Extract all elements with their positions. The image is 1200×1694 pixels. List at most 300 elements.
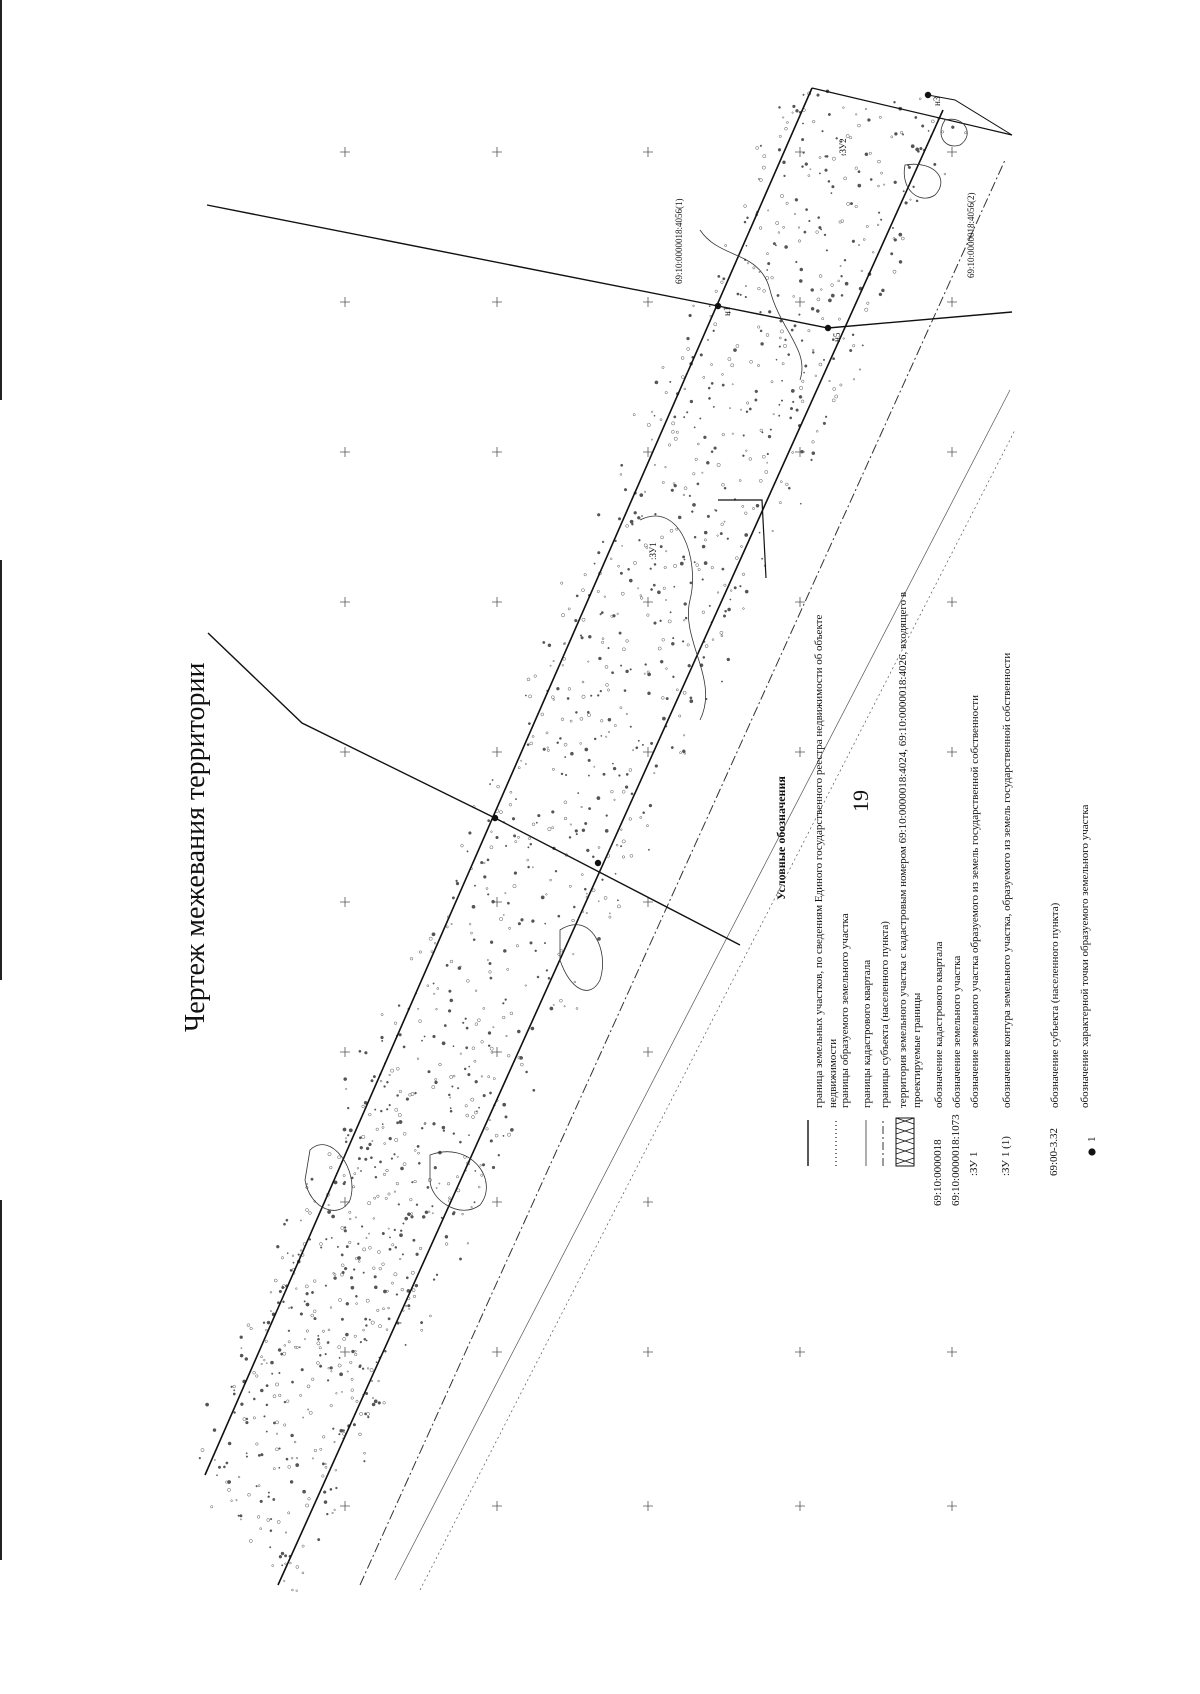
terrain-dot <box>296 1457 298 1459</box>
terrain-dot <box>394 1153 396 1155</box>
terrain-dot <box>462 1213 464 1215</box>
terrain-dot <box>445 1235 448 1238</box>
terrain-dot <box>366 1147 369 1150</box>
terrain-dot <box>616 844 618 846</box>
terrain-dot <box>780 481 782 483</box>
terrain-dot <box>372 1267 375 1270</box>
terrain-dot <box>729 408 730 409</box>
grid-cross <box>643 597 653 607</box>
terrain-contour <box>904 164 941 198</box>
terrain-dot <box>877 224 879 226</box>
terrain-dot <box>564 743 567 746</box>
terrain-dot <box>306 1330 308 1332</box>
terrain-dot <box>822 130 824 132</box>
terrain-dot <box>790 407 793 410</box>
terrain-dot <box>870 178 872 180</box>
terrain-dot <box>339 1433 341 1435</box>
terrain-dot <box>684 603 687 606</box>
terrain-dot <box>825 155 827 157</box>
terrain-dot <box>258 1485 260 1487</box>
grid-cross <box>795 447 805 457</box>
terrain-dot <box>344 1267 347 1270</box>
terrain-dot <box>794 213 795 214</box>
terrain-dot <box>416 1253 419 1256</box>
terrain-dot <box>515 798 516 799</box>
terrain-dot <box>763 290 766 293</box>
terrain-dot <box>483 862 485 864</box>
terrain-dot <box>518 767 520 769</box>
terrain-dot <box>692 503 695 506</box>
terrain-dot <box>728 608 731 611</box>
terrain-dot <box>510 791 512 793</box>
terrain-dot <box>291 1457 293 1459</box>
terrain-dot <box>700 354 703 357</box>
terrain-dot <box>299 1347 300 1348</box>
terrain-dot <box>342 1271 345 1274</box>
terrain-dot <box>358 1157 361 1160</box>
terrain-dot <box>527 859 529 861</box>
terrain-dot <box>290 1562 292 1564</box>
terrain-dot <box>400 1167 403 1170</box>
terrain-dot <box>663 587 666 590</box>
terrain-dot <box>246 1418 248 1420</box>
terrain-dot <box>951 126 954 129</box>
terrain-dot <box>530 742 533 745</box>
terrain-dot <box>637 516 640 519</box>
terrain-dot <box>265 1329 267 1331</box>
terrain-dot <box>451 923 452 924</box>
terrain-dot <box>433 993 435 995</box>
terrain-dot <box>788 353 790 355</box>
terrain-dot <box>291 1434 294 1437</box>
terrain-dot <box>818 217 820 219</box>
terrain-dot <box>288 1465 291 1468</box>
terrain-dot <box>328 1367 330 1369</box>
terrain-dot <box>450 1110 452 1112</box>
terrain-dot <box>436 1187 437 1188</box>
terrain-dot <box>424 1036 425 1037</box>
terrain-dot <box>843 338 845 340</box>
terrain-dot <box>335 1469 337 1471</box>
terrain-dot <box>403 1223 404 1224</box>
terrain-dot <box>654 464 655 465</box>
terrain-dot <box>444 1024 446 1026</box>
terrain-dot <box>816 430 818 432</box>
terrain-dot <box>261 1363 263 1365</box>
terrain-dot <box>820 289 822 291</box>
terrain-dot <box>717 535 719 537</box>
terrain-dot <box>911 145 914 148</box>
terrain-dot <box>822 318 824 320</box>
terrain-dot <box>812 120 815 123</box>
terrain-dot <box>273 1395 276 1398</box>
terrain-dot <box>630 726 632 728</box>
terrain-dot <box>378 1325 381 1328</box>
terrain-dot <box>672 676 674 678</box>
terrain-dot <box>921 125 924 128</box>
terrain-dot <box>548 827 551 830</box>
terrain-dot <box>799 386 802 389</box>
terrain-dot <box>359 1050 361 1052</box>
terrain-dot <box>269 1546 270 1547</box>
terrain-dot <box>618 565 620 567</box>
terrain-dot <box>265 1340 267 1342</box>
terrain-dot <box>628 568 630 570</box>
terrain-dot <box>770 429 772 431</box>
terrain-dot <box>362 1105 365 1108</box>
terrain-dot <box>678 516 681 519</box>
terrain-dot <box>413 1239 416 1242</box>
terrain-dot <box>290 1480 293 1483</box>
terrain-dot <box>799 314 801 316</box>
terrain-dot <box>580 717 583 720</box>
terrain-dot <box>528 837 530 839</box>
terrain-dot <box>654 772 656 774</box>
terrain-dot <box>363 1248 366 1251</box>
terrain-dot <box>581 589 584 592</box>
terrain-dot <box>231 1500 233 1502</box>
terrain-dot <box>532 867 533 868</box>
terrain-dot <box>246 1456 248 1458</box>
terrain-dot <box>487 894 489 896</box>
terrain-dot <box>697 483 699 485</box>
terrain-dot <box>690 400 693 403</box>
terrain-dot <box>620 572 623 575</box>
terrain-dot <box>872 251 874 253</box>
terrain-dot <box>516 945 519 948</box>
terrain-dot <box>777 294 779 296</box>
terrain-dot <box>490 941 493 944</box>
terrain-dot <box>327 1210 330 1213</box>
terrain-dot <box>798 227 800 229</box>
terrain-dot <box>421 1040 422 1041</box>
terrain-dot <box>858 171 860 173</box>
terrain-dot <box>683 735 685 737</box>
terrain-dot <box>682 641 684 643</box>
terrain-dot <box>288 1307 289 1308</box>
terrain-dot <box>779 502 781 504</box>
terrain-dot <box>288 1330 290 1332</box>
terrain-dot <box>779 404 780 405</box>
terrain-dot <box>240 1515 243 1518</box>
terrain-dot <box>608 647 610 649</box>
terrain-dot <box>366 1299 369 1302</box>
terrain-dot <box>715 510 717 512</box>
terrain-dot <box>597 590 599 592</box>
page-number: 19 <box>848 790 873 812</box>
terrain-dot <box>689 314 692 317</box>
parcel-boundary-upper-left <box>208 633 495 818</box>
terrain-dot <box>325 1466 327 1468</box>
terrain-dot <box>505 845 507 847</box>
terrain-dot <box>458 967 461 970</box>
legend-item-text: граница земельных участков, по сведениям Единого государственного реестра недвижимости об объекте недвижимости <box>813 614 839 1108</box>
terrain-dot <box>370 1157 372 1159</box>
terrain-dot <box>418 1162 420 1164</box>
terrain-dot <box>703 656 705 658</box>
terrain-dot <box>391 1158 393 1160</box>
terrain-dot <box>858 124 861 127</box>
grid-cross <box>492 447 502 457</box>
terrain-dot <box>685 617 687 619</box>
terrain-dot <box>644 673 645 674</box>
terrain-dot <box>256 1443 259 1446</box>
terrain-dot <box>457 1087 459 1089</box>
terrain-dot <box>584 573 586 575</box>
terrain-dot <box>385 1197 387 1199</box>
terrain-dot <box>844 259 846 261</box>
terrain-dot <box>713 330 715 332</box>
terrain-dot <box>724 244 726 246</box>
terrain-dot <box>490 977 492 979</box>
terrain-dot <box>779 135 781 137</box>
grid-cross <box>340 597 350 607</box>
terrain-dot <box>260 1500 263 1503</box>
terrain-dot <box>376 1128 379 1131</box>
terrain-dot <box>849 349 852 352</box>
terrain-dot <box>633 414 635 416</box>
terrain-dot <box>679 752 681 754</box>
terrain-dot <box>662 366 664 368</box>
terrain-dot <box>755 399 758 402</box>
terrain-dot <box>561 718 564 721</box>
terrain-dot <box>650 568 652 570</box>
terrain-dot <box>389 1237 390 1238</box>
terrain-dot <box>780 330 783 333</box>
terrain-dot <box>725 610 727 612</box>
terrain-dot <box>581 874 583 876</box>
terrain-dot <box>283 1424 285 1426</box>
terrain-dot <box>335 1487 337 1489</box>
terrain-dot <box>808 330 810 332</box>
grid-cross <box>947 1501 957 1511</box>
terrain-dot <box>767 462 768 463</box>
terrain-dot <box>781 400 783 402</box>
strip-boundary-north-edge <box>812 88 1012 135</box>
grid-cross <box>340 897 350 907</box>
terrain-dot <box>823 422 826 425</box>
terrain-dot <box>319 1365 322 1368</box>
grid-cross <box>795 297 805 307</box>
terrain-dot <box>686 411 688 413</box>
characteristic-point <box>825 325 831 331</box>
legend-item-text: обозначение земельного участка образуемого из земель государственной собственности <box>969 695 981 1108</box>
terrain-dot <box>465 1018 467 1020</box>
terrain-dot <box>673 564 676 567</box>
terrain-dot <box>471 1116 474 1119</box>
terrain-dot <box>355 1295 357 1297</box>
terrain-dot <box>569 836 571 838</box>
terrain-dot <box>553 660 554 661</box>
terrain-dot <box>665 550 666 551</box>
terrain-dot <box>300 1220 301 1221</box>
terrain-dot <box>569 885 571 887</box>
terrain-dot <box>759 227 762 230</box>
terrain-dot <box>436 1274 438 1276</box>
terrain-dot <box>447 1182 450 1185</box>
terrain-dot <box>622 840 625 843</box>
terrain-dot <box>434 942 436 944</box>
legend-heading: Условные обозначения <box>774 776 788 900</box>
terrain-dot <box>480 1165 482 1167</box>
terrain-dot <box>915 116 917 118</box>
terrain-dot <box>528 866 530 868</box>
terrain-dot <box>862 345 863 346</box>
terrain-dot <box>576 833 578 835</box>
terrain-dot <box>261 1453 264 1456</box>
terrain-dot <box>786 122 788 124</box>
terrain-dot <box>201 1448 204 1451</box>
terrain-dot <box>812 441 815 444</box>
terrain-dot <box>832 157 835 160</box>
point-label: н5 <box>832 332 842 342</box>
terrain-dot <box>490 1047 493 1050</box>
terrain-dot <box>647 673 650 676</box>
terrain-dot <box>598 847 600 849</box>
terrain-dot <box>228 1442 231 1445</box>
terrain-dot <box>690 697 692 699</box>
terrain-dot <box>305 1209 308 1212</box>
terrain-dot <box>328 1204 330 1206</box>
terrain-dot <box>683 494 685 496</box>
terrain-dot <box>671 642 674 645</box>
terrain-dot <box>481 1174 483 1176</box>
terrain-dot <box>545 923 546 924</box>
grid-cross <box>492 147 502 157</box>
terrain-dot <box>399 1033 402 1036</box>
terrain-dot <box>313 1280 316 1283</box>
terrain-dot <box>350 1276 353 1279</box>
terrain-dot <box>240 1403 243 1406</box>
terrain-dot <box>453 1046 454 1047</box>
terrain-dot <box>300 1250 301 1251</box>
terrain-dot <box>744 512 747 515</box>
grid-cross <box>340 1347 350 1357</box>
terrain-dot <box>696 564 699 567</box>
terrain-dot <box>382 1308 384 1310</box>
terrain-dot <box>459 1141 461 1143</box>
terrain-dot <box>819 275 822 278</box>
terrain-dot <box>840 265 841 266</box>
terrain-dot <box>721 281 724 284</box>
terrain-dot <box>858 244 860 246</box>
terrain-dot <box>622 648 625 651</box>
terrain-dot <box>744 221 746 223</box>
terrain-dot <box>341 1318 344 1321</box>
terrain-dot <box>466 1114 469 1117</box>
terrain-dot <box>661 696 664 699</box>
terrain-dot <box>852 344 855 347</box>
terrain-dot <box>865 153 868 156</box>
terrain-dot <box>855 167 858 170</box>
terrain-dot <box>825 416 827 418</box>
terrain-dot <box>379 1267 382 1270</box>
terrain-dot <box>684 388 686 390</box>
terrain-dot <box>793 105 796 108</box>
terrain-dot <box>828 113 830 115</box>
terrain-dot <box>481 1076 483 1078</box>
terrain-dot <box>396 1122 398 1124</box>
terrain-dot <box>541 713 544 716</box>
terrain-dot <box>604 596 606 598</box>
terrain-dot <box>508 927 510 929</box>
terrain-dot <box>400 1322 401 1323</box>
terrain-dot <box>359 1433 362 1436</box>
terrain-dot <box>899 260 902 263</box>
terrain-dot <box>290 1269 292 1271</box>
terrain-dot <box>411 1271 414 1274</box>
terrain-dot <box>279 1555 282 1558</box>
terrain-dot <box>399 1258 401 1260</box>
terrain-dot <box>270 1518 272 1520</box>
terrain-dot <box>442 1126 445 1129</box>
terrain-dot <box>588 759 591 762</box>
terrain-dot <box>283 1352 286 1355</box>
terrain-dot <box>308 1498 311 1501</box>
terrain-dot <box>792 452 794 454</box>
terrain-dot <box>805 208 807 210</box>
terrain-dot <box>740 585 742 587</box>
terrain-dot <box>782 363 784 365</box>
terrain-dot <box>415 1092 417 1094</box>
terrain-dot <box>597 937 600 940</box>
terrain-dot <box>287 1253 288 1254</box>
terrain-dot <box>823 359 824 360</box>
terrain-dot <box>745 285 747 287</box>
terrain-dot <box>394 1273 397 1276</box>
terrain-dot <box>598 657 601 660</box>
terrain-dot <box>552 768 554 770</box>
grid-cross <box>492 1501 502 1511</box>
terrain-dot <box>286 1458 288 1460</box>
terrain-dot <box>778 415 780 417</box>
terrain-dot <box>396 1294 398 1296</box>
terrain-dot <box>405 1305 407 1307</box>
terrain-dot <box>453 1075 455 1077</box>
terrain-dot <box>728 358 731 361</box>
terrain-dot <box>320 1243 323 1246</box>
terrain-dot <box>859 369 861 371</box>
terrain-dot <box>745 450 747 452</box>
terrain-dot <box>568 688 571 691</box>
terrain-dot <box>413 1295 416 1298</box>
terrain-dot <box>355 1350 357 1352</box>
terrain-dot <box>657 591 660 594</box>
terrain-dot <box>264 1416 266 1418</box>
terrain-dot <box>311 1314 314 1317</box>
terrain-dot <box>419 1247 422 1250</box>
terrain-dot <box>878 212 880 214</box>
terrain-dot <box>383 1290 386 1293</box>
terrain-dot <box>425 1211 428 1214</box>
terrain-dot <box>742 455 744 457</box>
terrain-dot <box>456 1176 458 1178</box>
terrain-dot <box>384 1086 386 1088</box>
terrain-dot <box>330 1307 332 1309</box>
terrain-dot <box>833 388 836 391</box>
terrain-dot <box>418 1008 419 1009</box>
terrain-dot <box>309 1212 312 1215</box>
terrain-dot <box>609 916 611 918</box>
terrain-dot <box>846 202 849 205</box>
terrain-dot <box>801 138 804 141</box>
grid-cross <box>795 1347 805 1357</box>
terrain-dot <box>584 888 586 890</box>
terrain-dot <box>503 1103 506 1106</box>
terrain-dot <box>788 487 790 489</box>
terrain-dot <box>409 1308 410 1309</box>
terrain-dot <box>245 1357 248 1360</box>
